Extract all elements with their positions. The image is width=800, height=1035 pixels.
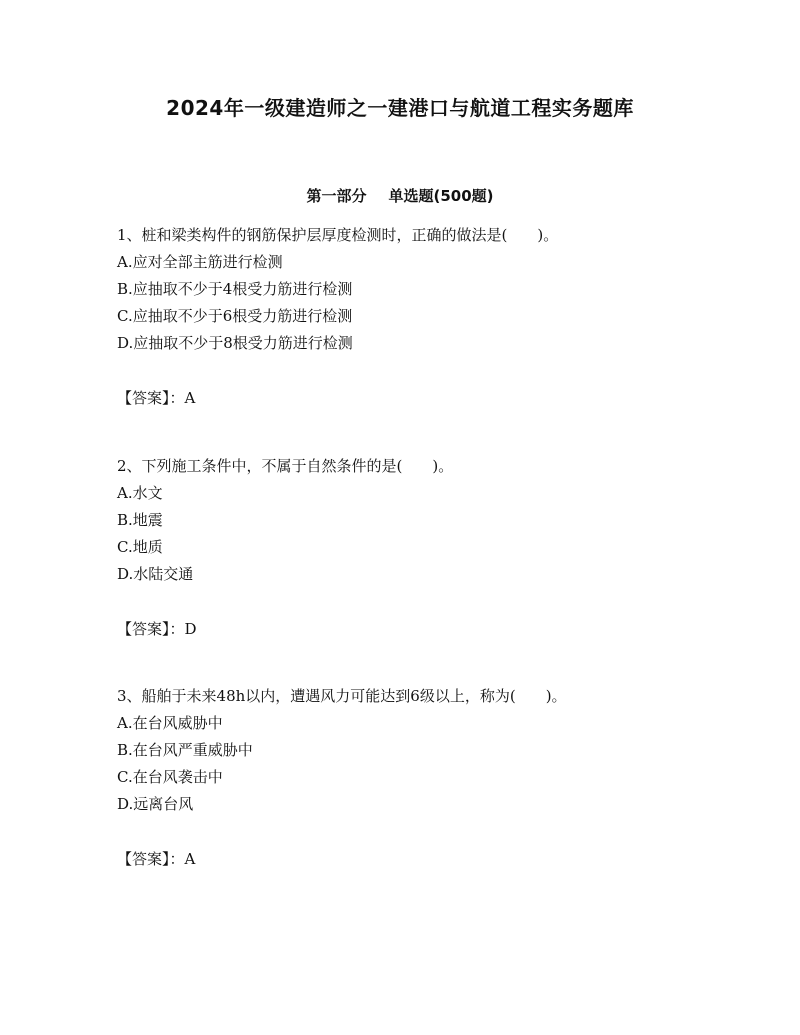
question-3 — [117, 683, 757, 873]
option-a: A.水文 — [117, 484, 163, 502]
question-stem: 2、下列施工条件中，不属于自然条件的是( )。 — [117, 457, 454, 475]
answer-label: 【答案】：A — [117, 850, 196, 868]
option-c: C.在台风袭击中 — [117, 768, 223, 786]
option-b: B.应抽取不少于4根受力筋进行检测 — [117, 280, 353, 298]
section-title — [0, 185, 800, 206]
option-c: C.地质 — [117, 538, 163, 556]
option-b: B.地震 — [117, 511, 163, 529]
option-d: D.远离台风 — [117, 795, 194, 813]
question-2 — [117, 453, 757, 643]
question-stem: 3、船舶于未来48h以内，遭遇风力可能达到6级以上，称为( )。 — [117, 687, 567, 705]
option-a: A.在台风威胁中 — [117, 714, 223, 732]
option-d: D.应抽取不少于8根受力筋进行检测 — [117, 334, 353, 352]
answer-label: 【答案】：A — [117, 389, 196, 407]
option-d: D.水陆交通 — [117, 565, 194, 583]
section-part: 第一部分 — [306, 187, 367, 205]
question-1 — [117, 222, 757, 412]
option-a: A.应对全部主筋进行检测 — [117, 253, 283, 271]
option-c: C.应抽取不少于6根受力筋进行检测 — [117, 307, 353, 325]
document-title: 2024年一级建造师之一建港口与航道工程实务题库 — [166, 96, 634, 120]
option-b: B.在台风严重威胁中 — [117, 741, 253, 759]
question-stem: 1、桩和梁类构件的钢筋保护层厚度检测时，正确的做法是( )。 — [117, 226, 559, 244]
answer-label: 【答案】：D — [117, 620, 197, 638]
section-name: 单选题(500题) — [388, 187, 494, 205]
